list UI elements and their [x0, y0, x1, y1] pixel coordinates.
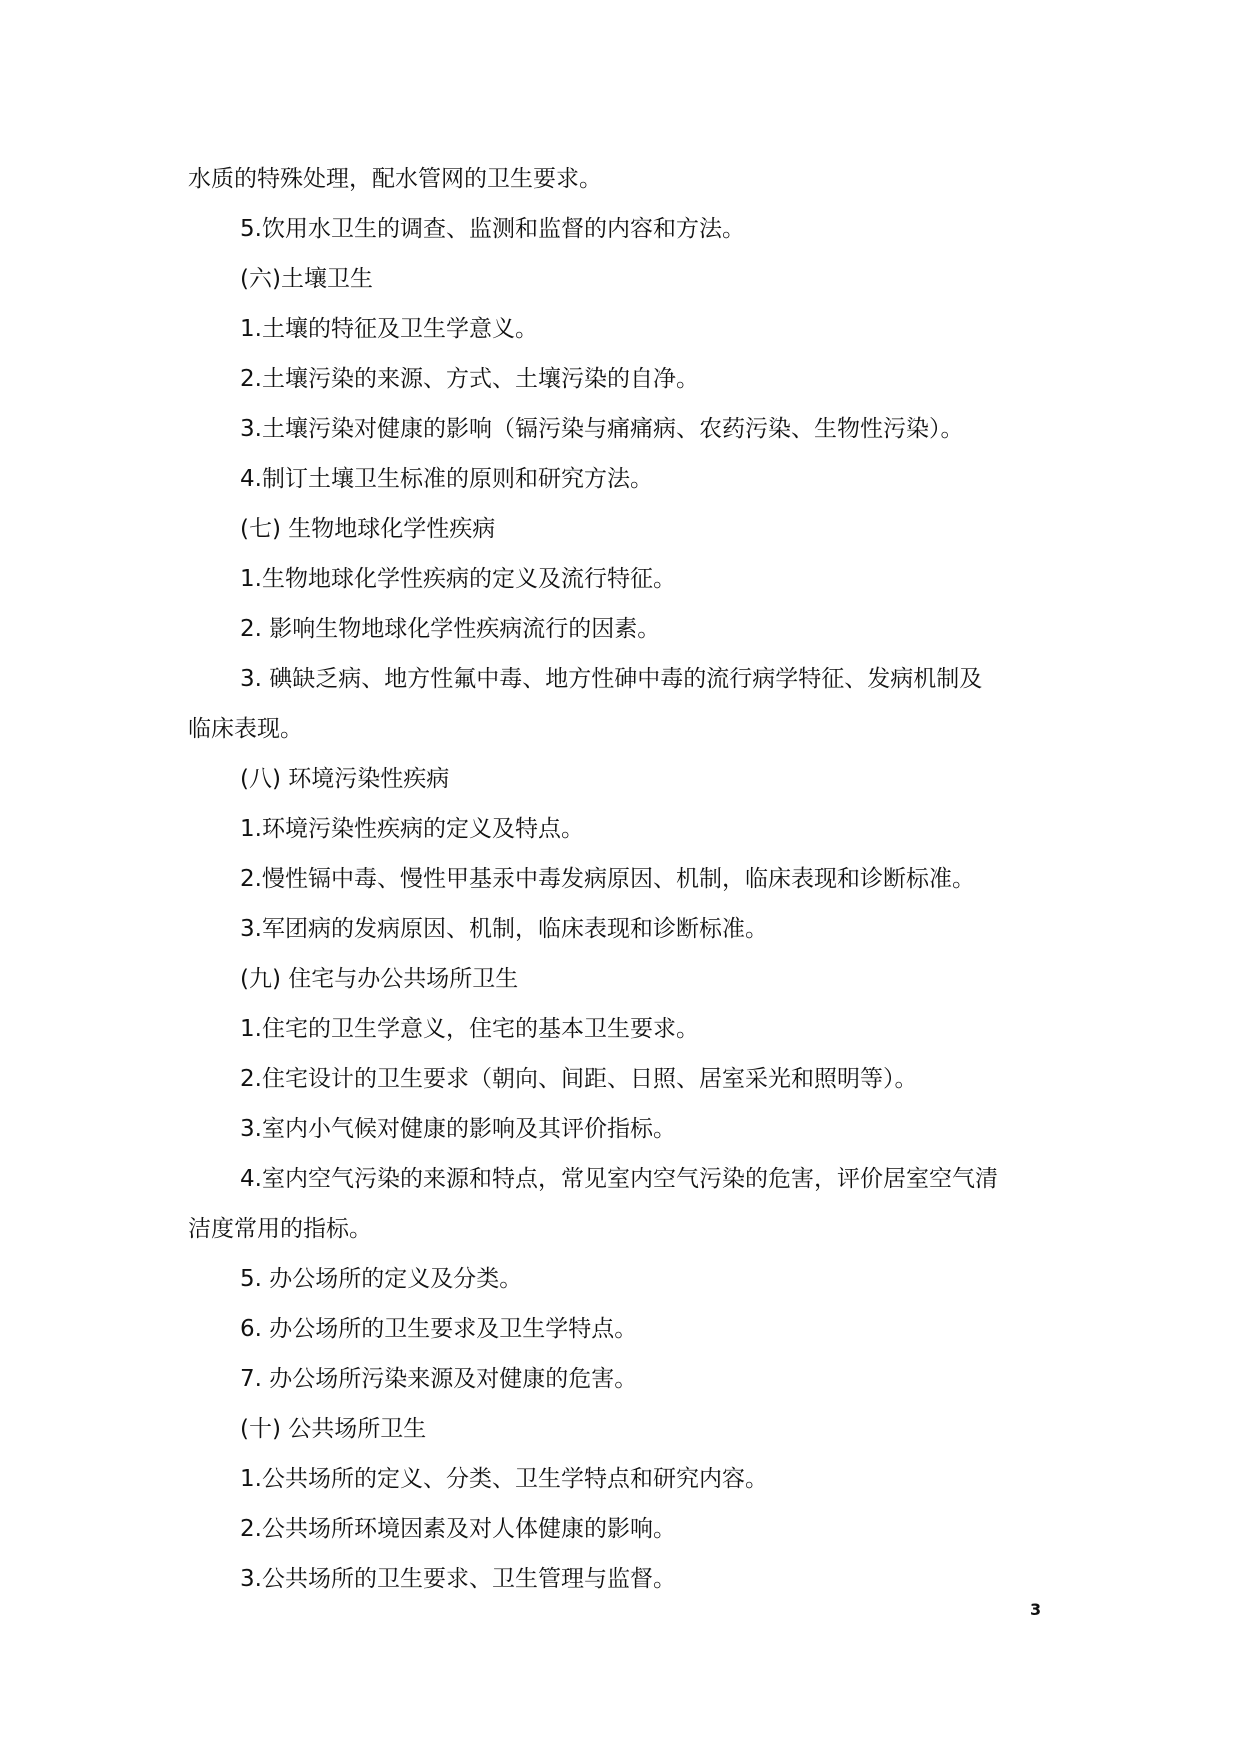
- text-line: 1.土壤的特征及卫生学意义。: [240, 316, 538, 342]
- section-heading: (六)土壤卫生: [240, 266, 373, 292]
- section-heading: (七) 生物地球化学性疾病: [240, 516, 496, 542]
- section-heading: (九) 住宅与办公共场所卫生: [240, 966, 519, 992]
- text-line: 3.军团病的发病原因、机制，临床表现和诊断标准。: [240, 916, 768, 942]
- text-line: 4.制订土壤卫生标准的原则和研究方法。: [240, 466, 653, 492]
- text-line: 1.公共场所的定义、分类、卫生学特点和研究内容。: [240, 1466, 768, 1492]
- text-line: 2.慢性镉中毒、慢性甲基汞中毒发病原因、机制，临床表现和诊断标准。: [240, 866, 975, 892]
- text-line: 5.饮用水卫生的调查、监测和监督的内容和方法。: [240, 216, 745, 242]
- section-heading: (十) 公共场所卫生: [240, 1416, 427, 1442]
- text-line: 2.土壤污染的来源、方式、土壤污染的自净。: [240, 366, 699, 392]
- text-line: 1.环境污染性疾病的定义及特点。: [240, 816, 584, 842]
- page-number: 3: [1030, 1600, 1042, 1619]
- text-line: 3.室内小气候对健康的影响及其评价指标。: [240, 1116, 676, 1142]
- text-line: 洁度常用的指标。: [188, 1216, 372, 1242]
- text-line: 2.住宅设计的卫生要求（朝向、间距、日照、居室采光和照明等）。: [240, 1066, 918, 1092]
- text-line: 2.公共场所环境因素及对人体健康的影响。: [240, 1516, 676, 1542]
- text-line: 7. 办公场所污染来源及对健康的危害。: [240, 1366, 638, 1392]
- text-line: 2. 影响生物地球化学性疾病流行的因素。: [240, 616, 661, 642]
- text-line: 6. 办公场所的卫生要求及卫生学特点。: [240, 1316, 638, 1342]
- text-line: 临床表现。: [188, 716, 303, 742]
- text-line: 5. 办公场所的定义及分类。: [240, 1266, 523, 1292]
- text-line: 1.生物地球化学性疾病的定义及流行特征。: [240, 566, 676, 592]
- body-text: [188, 154, 1058, 1604]
- text-line: 3.公共场所的卫生要求、卫生管理与监督。: [240, 1566, 676, 1592]
- section-heading: (八) 环境污染性疾病: [240, 766, 450, 792]
- text-line: 3. 碘缺乏病、地方性氟中毒、地方性砷中毒的流行病学特征、发病机制及: [240, 666, 983, 692]
- text-line: 3.土壤污染对健康的影响（镉污染与痛痛病、农药污染、生物性污染）。: [240, 416, 964, 442]
- text-line: 4.室内空气污染的来源和特点，常见室内空气污染的危害，评价居室空气清: [240, 1166, 998, 1192]
- text-line: 水质的特殊处理，配水管网的卫生要求。: [188, 166, 602, 192]
- text-line: 1.住宅的卫生学意义，住宅的基本卫生要求。: [240, 1016, 699, 1042]
